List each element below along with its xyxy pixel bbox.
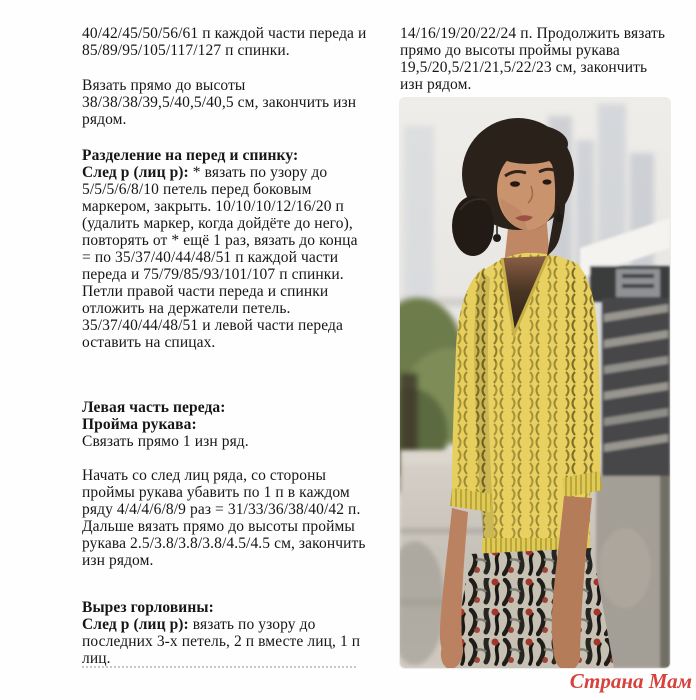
model-photo <box>400 98 670 668</box>
section-heading: Левая часть переда: <box>82 398 226 416</box>
model-photo-illustration <box>400 98 670 668</box>
section-heading: Вырез горловины: <box>82 598 214 616</box>
paragraph-text: вязать по узору до последних 3-х петель, 2 п вместе лиц, 1 п лиц. <box>82 615 361 667</box>
pattern-paragraph <box>400 25 674 93</box>
watermark: Страна Мам <box>569 669 692 693</box>
paragraph-text: Вязать прямо до высоты 38/38/38/39,5/40,5/40,5 см, закончить изн рядом. <box>82 76 357 128</box>
paragraph-text: 40/42/45/50/56/61 п каждой части переда и 85/89/95/105/117/127 п спинки. <box>82 24 367 59</box>
hair-bun <box>452 196 494 256</box>
pattern-paragraph <box>82 399 368 450</box>
pattern-paragraph <box>82 25 368 59</box>
paragraph-text: * вязать по узору до 5/5/5/6/8/10 петель перед боковым маркером, закрыть. 10/10/10/12/16/20 п (удалить маркер, когда дойдёте до него), повторять от * ещё 1 раз, вязать до конца = по 35/37/40/44/48/51 п каждой части переда и 75/79/85/93/101/107 п спинки. Петли правой части переда и спинки отложить на держатели петель. 35/37/40/44/48/51 и левой части переда оставить на спицах. <box>82 163 358 351</box>
pattern-paragraph <box>82 147 368 351</box>
section-heading: Разделение на перед и спинку: <box>82 146 299 164</box>
right-eye <box>543 179 552 184</box>
left-earring <box>493 234 501 242</box>
row-label: След р (лиц р): <box>82 163 193 181</box>
paragraph-text: 14/16/19/20/22/24 п. Продолжить вязать прямо до высоты проймы рукава 19,5/20,5/21/21,5/22/23 см, закончить изн рядом. <box>400 24 666 93</box>
right-earring <box>555 214 563 222</box>
pattern-paragraph <box>82 467 368 569</box>
paragraph-text: Начать со след лиц ряда, со стороны проймы рукава убавить по 1 п в каждом ряду 4/4/4/6/8/9 раз = 31/33/36/38/40/42 п. Дальше вязать прямо до высоты проймы рукава 2.5/3.8/3.8/3.8/4.5/4.5 см, закончить изн рядом. <box>82 466 366 569</box>
row-label: След р (лиц р): <box>82 615 193 633</box>
left-eye <box>510 181 520 187</box>
section-subheading: Пройма рукава: <box>82 415 197 433</box>
pattern-paragraph <box>82 599 368 667</box>
dotted-separator <box>82 666 356 668</box>
paragraph-text: Связать прямо 1 изн ряд. <box>82 432 249 450</box>
pattern-paragraph <box>82 77 368 128</box>
